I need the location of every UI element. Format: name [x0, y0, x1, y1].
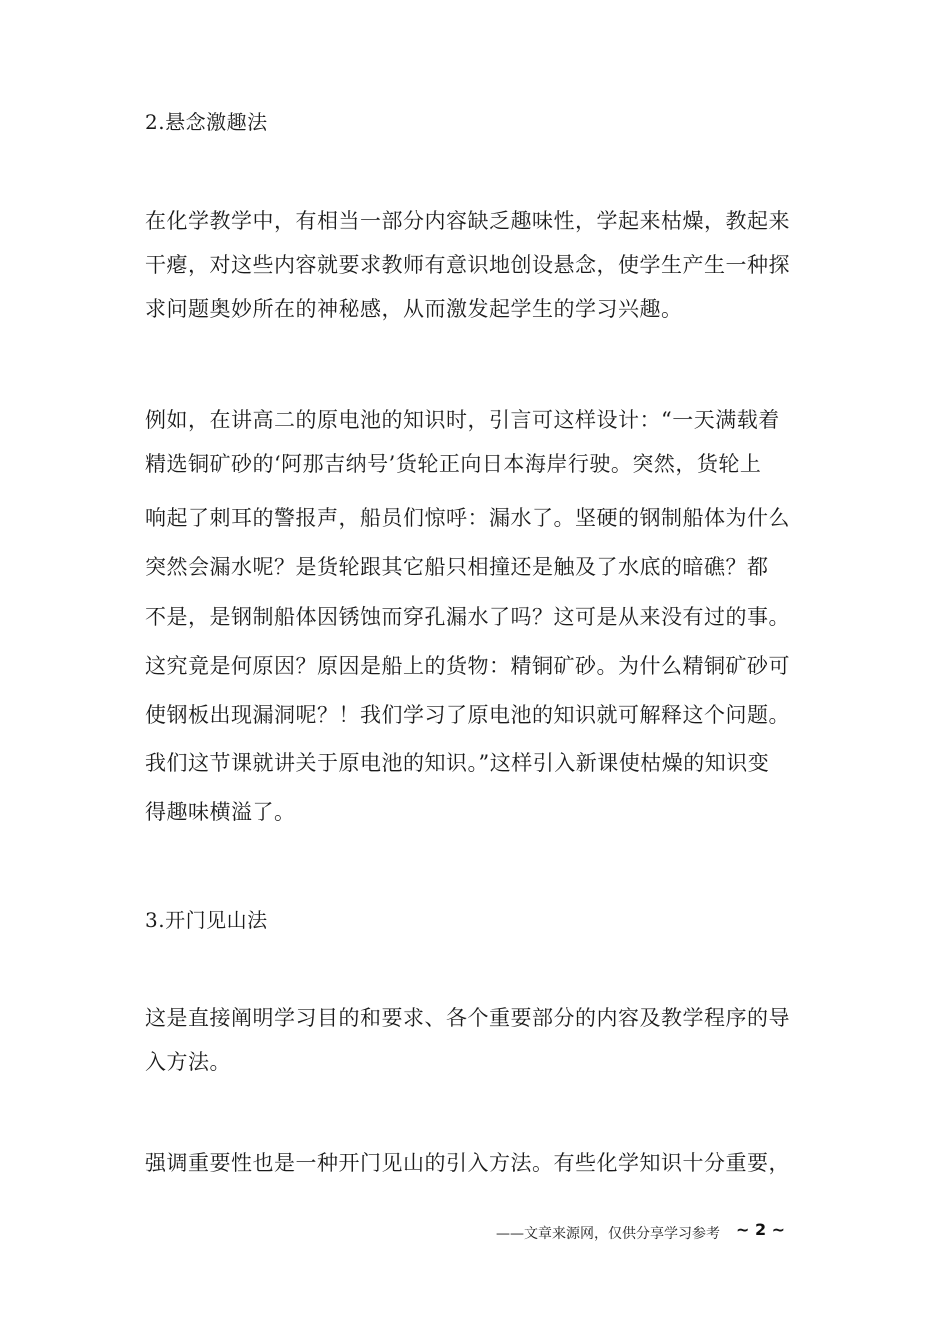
- section-heading: 3.开门见山法: [145, 908, 268, 932]
- text-line: 不是，是钢制船体因锈蚀而穿孔漏水了吗？这可是从来没有过的事。: [145, 605, 790, 629]
- section-heading: 2.悬念激趣法: [145, 110, 268, 134]
- text-line: 突然会漏水呢？是货轮跟其它船只相撞还是触及了水底的暗礁？都: [145, 555, 769, 579]
- text-line: 例如，在讲高二的原电池的知识时，引言可这样设计：“一天满载着: [145, 408, 780, 432]
- text-line: 干瘪，对这些内容就要求教师有意识地创设悬念，使学生产生一种探: [145, 253, 790, 277]
- text-line: 精选铜矿砂的‘阿那吉纳号’货轮正向日本海岸行驶。突然，货轮上: [145, 452, 762, 476]
- text-line: 强调重要性也是一种开门见山的引入方法。有些化学知识十分重要，: [145, 1151, 790, 1175]
- footer-source: ——文章来源网，仅供分享学习参考: [496, 1226, 720, 1242]
- text-line: 得趣味横溢了。: [145, 800, 296, 824]
- text-line: 我们这节课就讲关于原电池的知识。”这样引入新课使枯燥的知识变: [145, 751, 770, 775]
- text-line: 使钢板出现漏洞呢？！我们学习了原电池的知识就可解释这个问题。: [145, 703, 790, 727]
- text-line: 这究竟是何原因？原因是船上的货物：精铜矿砂。为什么精铜矿砂可: [145, 654, 790, 678]
- text-line: 这是直接阐明学习目的和要求、各个重要部分的内容及教学程序的导: [145, 1006, 790, 1030]
- text-line: 入方法。: [145, 1050, 231, 1074]
- text-line: 求问题奥妙所在的神秘感，从而激发起学生的学习兴趣。: [145, 297, 683, 321]
- text-line: 响起了刺耳的警报声，船员们惊呼：漏水了。坚硬的钢制船体为什么: [145, 506, 790, 530]
- page-number: ~ 2 ~: [736, 1220, 786, 1239]
- text-line: 在化学教学中，有相当一部分内容缺乏趣味性，学起来枯燥，教起来: [145, 209, 790, 233]
